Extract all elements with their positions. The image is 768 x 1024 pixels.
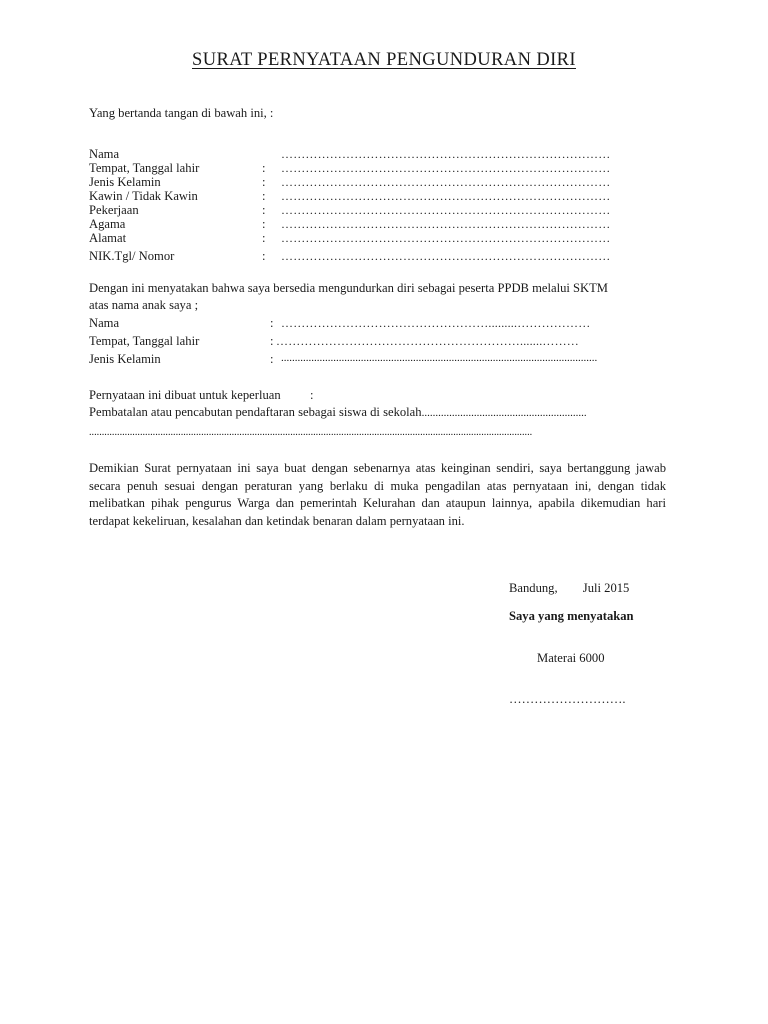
purpose-dots-line: .............................................................................................................................................................................. xyxy=(89,427,533,438)
statement-line: atas nama anak saya ; xyxy=(89,298,199,312)
field-colon: : xyxy=(262,175,266,189)
child-field-label: Nama xyxy=(89,316,120,330)
field-colon: : xyxy=(262,217,266,231)
child-field-colon: : xyxy=(270,316,274,330)
field-label: Jenis Kelamin xyxy=(89,175,161,189)
field-dots: ……………………………………………………………………… xyxy=(281,217,611,231)
field-dots: ……………………………………………………………………… xyxy=(281,231,611,245)
child-field-label: Tempat, Tanggal lahir xyxy=(89,334,200,348)
field-label: Alamat xyxy=(89,231,127,245)
field-dots: ……………………………………………………………………… xyxy=(281,161,611,175)
intro-text: Yang bertanda tangan di bawah ini, : xyxy=(89,106,274,120)
field-dots: ……………………………………………………………………… xyxy=(281,189,611,203)
field-dots: ……………………………………………………………………… xyxy=(281,249,611,263)
field-colon: : xyxy=(262,161,266,175)
child-field-colon: : xyxy=(270,334,274,348)
field-label: NIK.Tgl/ Nomor xyxy=(89,249,175,263)
field-dots: ……………………………………………………………………… xyxy=(281,175,611,189)
statement-line: Dengan ini menyatakan bahwa saya bersedia mengundurkan diri sebagai peserta PPDB melalui SKTM xyxy=(89,281,609,295)
field-colon: : xyxy=(262,231,266,245)
child-field-dots: …………………………………………………….......……… xyxy=(276,334,579,348)
purpose-text-value: Pembatalan atau pencabutan pendaftaran sebagai siswa di sekolah xyxy=(89,405,422,419)
stamp-label: Materai 6000 xyxy=(537,651,605,665)
place-date: Bandung, Juli 2015 xyxy=(509,581,630,595)
closing-paragraph: Demikian Surat pernyataan ini saya buat dengan sebenarnya atas keinginan sendiri, saya bertanggung jawab secara penuh sesuai dengan peraturan yang berlaku di muka pengadilan atas pernyataan ini, dengan tidak melibatkan pihak pengurus Warga dan pemerintah Kelurahan dan ataupun lainnya, apabila dikemudian hari terdapat kekeliruan, kesalahan dan ketindak benaran dalam pernyataan ini. xyxy=(89,461,666,528)
field-label: Nama xyxy=(89,147,120,161)
field-label: Pekerjaan xyxy=(89,203,139,217)
child-field-dots: ................................................................................................................... xyxy=(281,352,598,364)
child-field-dots: …………………………………………….........……………… xyxy=(281,316,591,330)
document-title: SURAT PERNYATAAN PENGUNDURAN DIRI xyxy=(192,50,576,70)
field-label: Kawin / Tidak Kawin xyxy=(89,189,198,203)
field-label: Agama xyxy=(89,217,126,231)
purpose-colon: : xyxy=(310,388,314,402)
field-dots: ……………………………………………………………………… xyxy=(281,203,611,217)
child-field-colon: : xyxy=(270,352,274,366)
field-colon: : xyxy=(262,189,266,203)
signature-line: ………………………. xyxy=(509,692,626,706)
field-colon: : xyxy=(262,203,266,217)
field-colon: : xyxy=(262,249,266,263)
purpose-text xyxy=(89,405,587,420)
child-field-label: Jenis Kelamin xyxy=(89,352,161,366)
signer-label: Saya yang menyatakan xyxy=(509,609,634,623)
field-dots: ……………………………………………………………………… xyxy=(281,147,611,161)
field-label: Tempat, Tanggal lahir xyxy=(89,161,200,175)
purpose-dots: ............................................................ xyxy=(421,407,587,419)
purpose-label: Pernyataan ini dibuat untuk keperluan xyxy=(89,388,281,402)
